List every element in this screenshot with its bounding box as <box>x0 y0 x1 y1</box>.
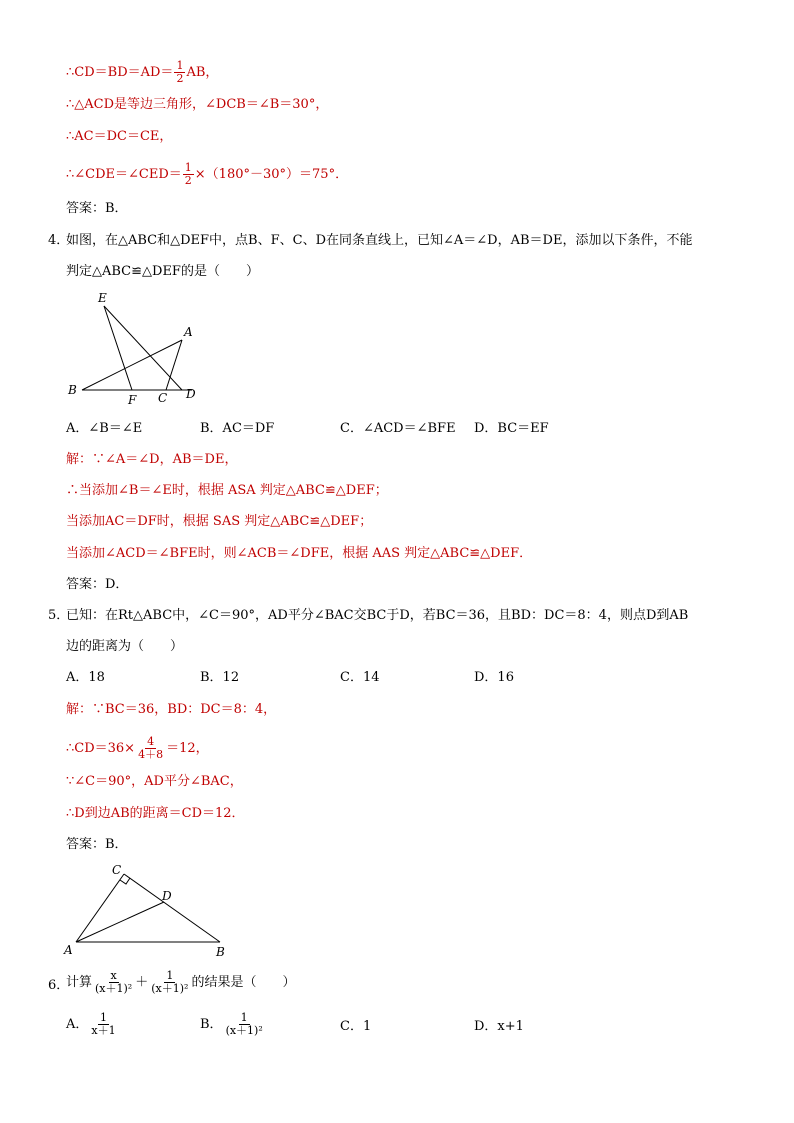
q6-option-d: D．x+1 <box>474 1019 524 1034</box>
label-d: D <box>186 387 196 401</box>
numerator: 1 <box>184 161 192 174</box>
q6-suffix: 的结果是（ ） <box>191 975 296 990</box>
q4-option-a: A．∠B＝∠E <box>66 421 143 436</box>
fraction <box>89 1012 117 1037</box>
line-ac <box>76 874 124 942</box>
sol3-line1-text: ∴CD＝BD＝AD＝ <box>66 65 174 80</box>
numerator: 1 <box>240 1011 248 1024</box>
q5-solution-line4: ∴D到边AB的距离＝CD＝12． <box>66 806 245 821</box>
label-c: C <box>158 391 168 405</box>
fraction <box>224 1012 265 1037</box>
q5-answer: 答案：B． <box>66 837 128 852</box>
denominator: 2 <box>176 72 184 85</box>
option-label: A． <box>66 1017 89 1032</box>
q4-answer: 答案：D． <box>66 577 129 592</box>
label-a: A <box>64 943 73 957</box>
label-a: A <box>184 325 193 339</box>
denominator: (x＋1)² <box>225 1024 263 1037</box>
sol3-line3: ∴AC＝DC＝CE， <box>66 129 173 144</box>
numerator: 1 <box>166 969 174 982</box>
q5-text-line2: 边的距离为（ ） <box>66 639 184 654</box>
q5-figure <box>62 860 242 960</box>
label-f: F <box>128 393 137 407</box>
denominator: x＋1 <box>91 1024 116 1037</box>
q5-solution-line2-text: ∴CD＝36× <box>66 741 136 756</box>
q5-option-d: D．16 <box>474 670 514 685</box>
right-angle-mark <box>120 878 130 884</box>
q5-number: 5． <box>48 608 70 623</box>
line-ac <box>166 340 182 390</box>
denominator: 2 <box>184 174 192 187</box>
q6-prefix: 计算 <box>66 975 93 990</box>
numerator: 4 <box>147 735 155 748</box>
q5-solution-line1: 解：∵BC＝36，BD：DC＝8：4， <box>66 702 277 717</box>
q4-text-line2: 判定△ABC≌△DEF的是（ ） <box>66 264 259 279</box>
sol3-line2: ∴△ACD是等边三角形，∠DCB＝∠B＝30°， <box>66 97 329 112</box>
sol3-line4 <box>66 162 348 187</box>
q4-text-line1: 如图，在△ABC和△DEF中，点B、F、C、D在同条直线上，已知∠A＝∠D，AB＝DE，添加以下条件，不能 <box>66 233 693 248</box>
numerator: 1 <box>99 1011 107 1024</box>
q5-option-c: C．14 <box>340 670 380 685</box>
sol3-answer: 答案：B． <box>66 201 128 216</box>
line-cb <box>124 874 220 942</box>
option-label: B． <box>200 1017 223 1032</box>
q5-solution-line3: ∵∠C＝90°，AD平分∠BAC， <box>66 774 243 789</box>
fraction <box>174 60 185 85</box>
q4-figure <box>60 288 210 408</box>
q5-solution-line2-tail: ＝12， <box>166 741 209 756</box>
q4-option-d: D．BC＝EF <box>474 421 549 436</box>
q6-number: 6． <box>48 978 70 993</box>
q4-solution-line2: ∴当添加∠B＝∠E时，根据 ASA 判定△ABC≌△DEF； <box>66 483 388 498</box>
label-b: B <box>68 383 77 397</box>
q6-option-a <box>66 1012 119 1037</box>
denominator: 4＋8 <box>138 748 164 761</box>
sol3-line4-tail: ×（180°－30°）＝75°． <box>194 167 349 182</box>
q6-text <box>66 970 295 995</box>
sol3-line1-tail: AB， <box>186 65 219 80</box>
label-b: B <box>216 945 225 959</box>
fraction <box>183 162 194 187</box>
q5-text-line1: 已知：在Rt△ABC中，∠C＝90°，AD平分∠BAC交BC于D，若BC＝36，且BD：DC＝8：4，则点D到AB <box>66 608 689 623</box>
sol3-line1 <box>66 60 218 85</box>
label-e: E <box>98 291 107 305</box>
sol3-line4-text: ∴∠CDE＝∠CED＝ <box>66 167 182 182</box>
q4-option-b: B．AC＝DF <box>200 421 275 436</box>
q4-solution-line1: 解：∵∠A＝∠D，AB＝DE， <box>66 452 238 467</box>
numerator: x <box>110 969 117 982</box>
q6-option-c: C．1 <box>340 1019 372 1034</box>
fraction <box>149 970 190 995</box>
q4-option-c: C．∠ACD＝∠BFE <box>340 421 456 436</box>
fraction <box>93 970 134 995</box>
q6-option-b <box>200 1012 266 1037</box>
line-ba <box>82 340 182 390</box>
q5-option-b: B．12 <box>200 670 240 685</box>
label-c: C <box>112 863 122 877</box>
denominator: (x＋1)² <box>95 982 133 995</box>
numerator: 1 <box>176 59 184 72</box>
plus-sign: ＋ <box>135 975 149 990</box>
q4-solution-line4: 当添加∠ACD＝∠BFE时，则∠ACB＝∠DFE，根据 AAS 判定△ABC≌△DEF． <box>66 546 533 561</box>
q4-solution-line3: 当添加AC＝DF时，根据 SAS 判定△ABC≌△DEF； <box>66 514 373 529</box>
q4-number: 4． <box>48 233 70 248</box>
fraction <box>136 736 165 761</box>
q5-solution-line2 <box>66 736 209 761</box>
denominator: (x＋1)² <box>151 982 189 995</box>
q5-option-a: A．18 <box>66 670 105 685</box>
label-d: D <box>162 889 172 903</box>
line-ad <box>76 902 164 942</box>
